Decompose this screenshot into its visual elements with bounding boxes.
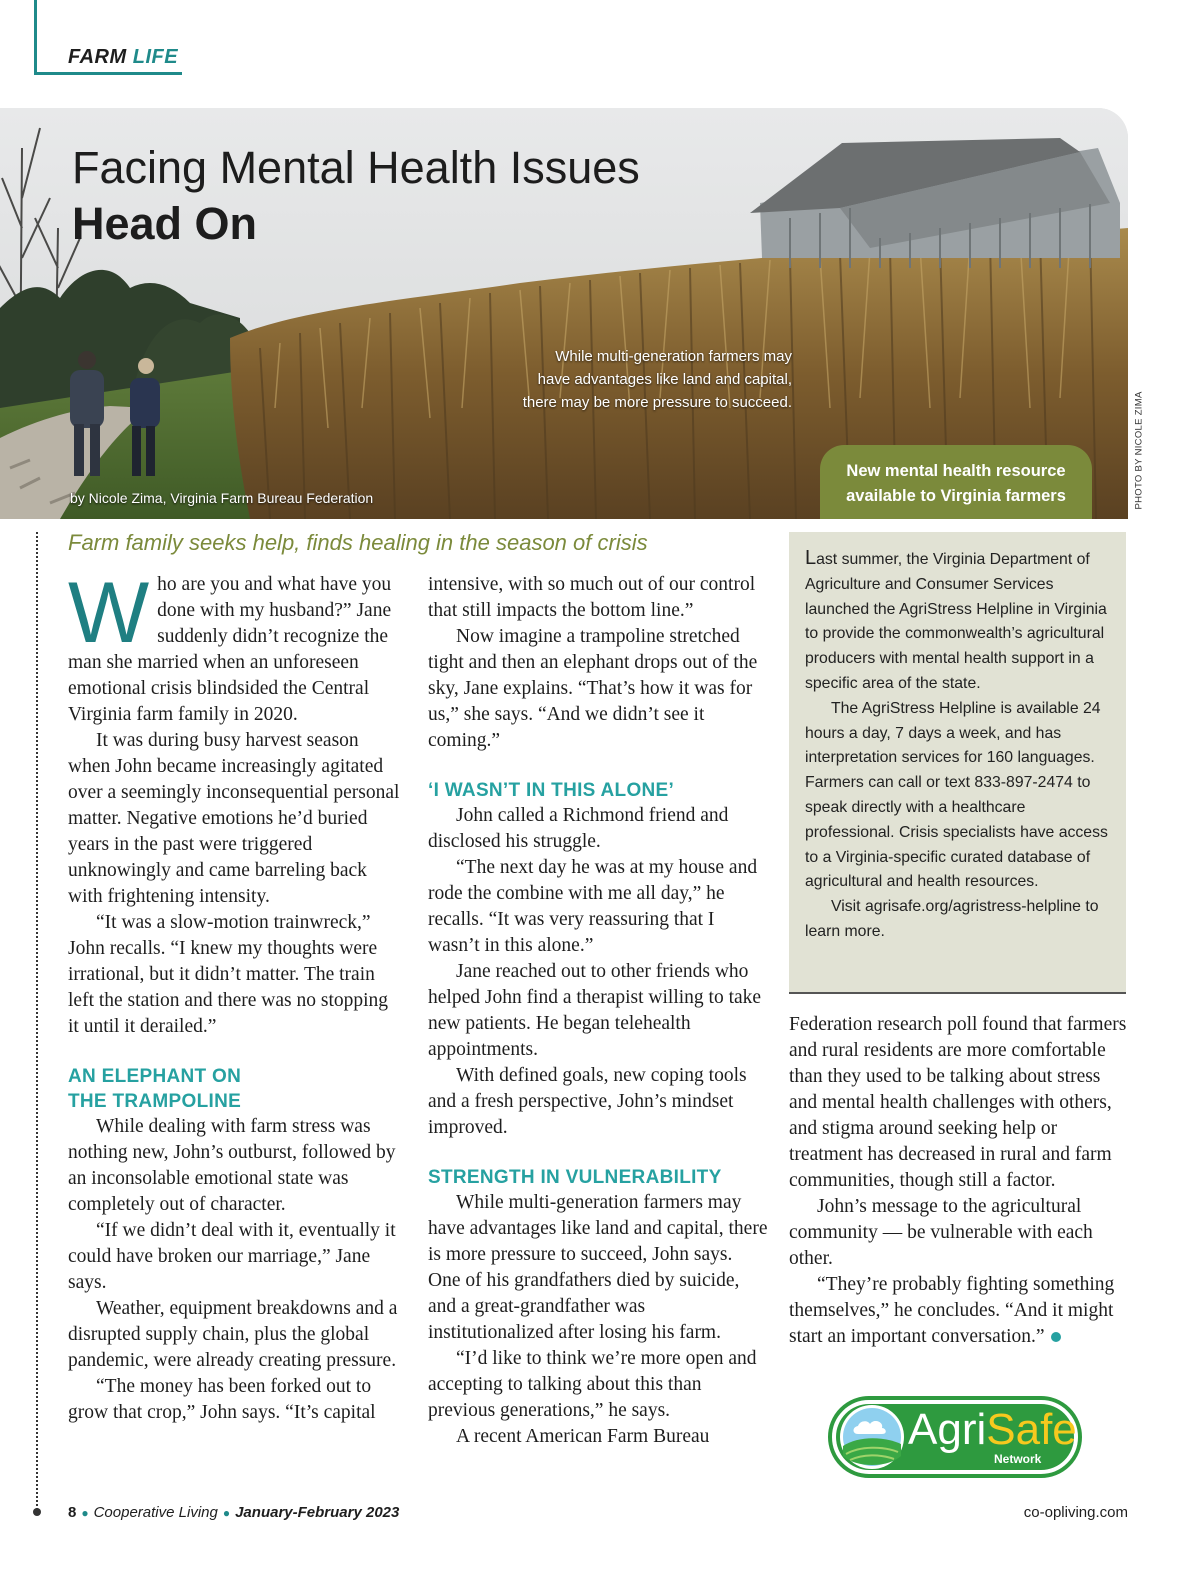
paragraph: While dealing with farm stress was nothing new, John’s outburst, followed by an inconsolable emotional state was completely out of character.	[68, 1116, 396, 1215]
sidebar-paragraph: The AgriStress Helpline is available 24 hours a day, 7 days a week, and has interpretation services for 160 languages. Farmers can call or text 833-897-2474 to speak directly with a healthcare professional. Crisis specialists have access to a Virginia-specific curated database of agricultural and health resources.	[805, 699, 1108, 891]
paragraph: Now imagine a trampoline stretched tight and then an elephant drops out of the sky, Jane explains. “That’s how it was for us,” she says. “And we didn’t see it coming.”	[428, 626, 758, 751]
paragraph: John called a Richmond friend and disclosed his struggle.	[428, 805, 729, 852]
logo-safe: Safe	[986, 1405, 1077, 1454]
end-mark-icon	[1051, 1332, 1061, 1342]
section-label	[68, 46, 178, 69]
photo-credit: PHOTO BY NICOLE ZIMA	[1133, 391, 1145, 510]
agrisafe-wordmark	[908, 1402, 1077, 1458]
paragraph: “I’d like to think we’re more open and accepting to talking about this than previous generations,” he says.	[428, 1348, 757, 1421]
section-label-life: LIFE	[132, 46, 179, 68]
section-label-farm: FARM	[68, 46, 127, 68]
paragraph-text: ho are you and what have you done with my husband?” Jane suddenly didn’t recognize the man she married when an unforeseen emotional crisis blindsided the Central Virginia farm family in 2020.	[68, 574, 392, 725]
subhead-elephant	[68, 1064, 400, 1114]
bullet-separator-icon: ●	[222, 1506, 231, 1520]
paragraph: With defined goals, new coping tools and a fresh perspective, John’s mindset improved.	[428, 1065, 747, 1138]
article-column-3	[789, 1012, 1129, 1350]
dotted-rule-end	[33, 1508, 41, 1516]
dotted-rule	[36, 532, 38, 1510]
subhead-vulnerability: STRENGTH IN VULNERABILITY	[428, 1167, 722, 1188]
headline-line-2: Head On	[72, 198, 258, 249]
resource-sidebar	[789, 532, 1126, 994]
paragraph: “The next day he was at my house and rode the combine with me all day,” he recalls. “It was very reassuring that I wasn’t in this alone.”	[428, 857, 758, 956]
paragraph: John’s message to the agricultural community — be vulnerable with each other.	[789, 1196, 1093, 1269]
byline: by Nicole Zima, Virginia Farm Bureau Federation	[70, 490, 374, 506]
sidebar-paragraph: Last summer, the Virginia Department of Agriculture and Consumer Services launched the AgriStress Helpline in Virginia to provide the commonwealth’s agricultural producers with mental health support in a specific area of the state.	[805, 547, 1107, 692]
issue-date: January-February 2023	[235, 1504, 400, 1521]
subhead-line: AN ELEPHANT ON	[68, 1066, 242, 1087]
sidebar-paragraph: Visit agrisafe.org/agristress-helpline to learn more.	[805, 898, 1099, 940]
paragraph: “The money has been forked out to grow that crop,” John says. “It’s capital	[68, 1376, 376, 1423]
drop-cap: W	[68, 565, 150, 661]
paragraph: It was during busy harvest season when John became increasingly agitated over a seemingly inconsequential personal matter. Negative emotions he’d buried years in the past were triggered unknowingly and came barreling back with frightening intensity.	[68, 730, 400, 907]
headline-line-1: Facing Mental Health Issues	[72, 142, 640, 193]
section-rule-vertical	[34, 0, 37, 74]
sidebar-tab-line-2: available to Virginia farmers	[846, 487, 1066, 505]
paragraph: “It was a slow-motion trainwreck,” John recalls. “I knew my thoughts were irrational, but it didn’t matter. The train left the station and there was no stopping it until it derailed.”	[68, 912, 389, 1037]
paragraph: While multi-generation farmers may have advantages like land and capital, there is more pressure to succeed, John says. One of his grandfathers died by suicide, and a great-grandfather was institutionalized after losing his farm.	[428, 1192, 768, 1343]
photo-caption: While multi-generation farmers may have advantages like land and capital, there may be more pressure to succeed.	[522, 348, 792, 411]
article-deck: Farm family seeks help, finds healing in the season of crisis	[68, 530, 648, 555]
bullet-separator-icon: ●	[81, 1506, 89, 1520]
paragraph: Weather, equipment breakdowns and a disrupted supply chain, plus the global pandemic, were already creating pressure.	[68, 1298, 398, 1371]
page-footer	[68, 1504, 399, 1521]
article-column-1	[68, 565, 400, 1426]
website-url: co-opliving.com	[1023, 1504, 1128, 1521]
paragraph: “If we didn’t deal with it, eventually it could have broken our marriage,” Jane says.	[68, 1220, 396, 1293]
page-number: 8	[68, 1504, 77, 1521]
article-column-2	[428, 572, 768, 1450]
paragraph: Federation research poll found that farmers and rural residents are more comfortable than they used to be talking about stress and mental health challenges with others, and stigma around seeking help or treatment has decreased in rural and farm communities, though still a factor.	[789, 1014, 1127, 1191]
logo-agri: Agri	[908, 1405, 987, 1454]
paragraph: A recent American Farm Bureau	[456, 1426, 710, 1447]
sidebar-tab-line-1: New mental health resource	[846, 462, 1066, 480]
subhead-not-alone: ‘I WASN’T IN THIS ALONE’	[428, 780, 675, 801]
section-rule-horizontal	[34, 72, 182, 75]
paragraph-text: “They’re probably fighting something themselves,” he concludes. “And it might start an important conversation.”	[789, 1274, 1115, 1347]
subhead-line: THE TRAMPOLINE	[68, 1091, 242, 1112]
sidebar-tab-heading	[820, 445, 1092, 519]
paragraph	[789, 1272, 1129, 1350]
paragraph: Jane reached out to other friends who helped John find a therapist willing to take new patients. He began telehealth appointments.	[428, 961, 762, 1060]
logo-network: Network	[994, 1452, 1042, 1466]
paragraph: intensive, with so much out of our control that still impacts the bottom line.”	[428, 574, 756, 621]
paragraph	[68, 565, 400, 728]
article-headline	[72, 140, 640, 252]
publication-name: Cooperative Living	[93, 1504, 218, 1521]
